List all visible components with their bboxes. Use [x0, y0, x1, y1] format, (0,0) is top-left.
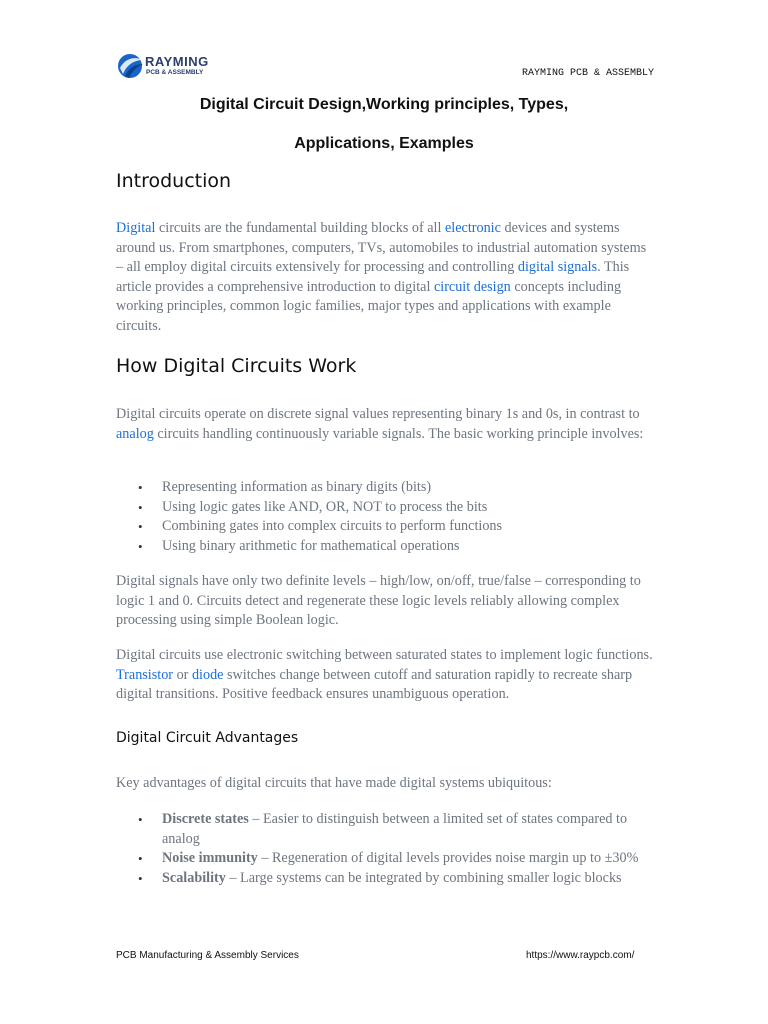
advantages-list	[116, 810, 656, 888]
link-digital-signals[interactable]: digital signals	[517, 259, 598, 275]
how-p3-text-3: switches change between cutoff and saturation rapidly to recreate sharp digital transitions. Positive feedback ensures unambiguous operation.	[116, 666, 633, 702]
introduction-heading: Introduction	[116, 170, 232, 192]
advantage-term: Discrete states	[162, 811, 249, 827]
working-principles-list	[116, 478, 656, 556]
advantage-term: Scalability	[162, 869, 226, 886]
how-p3-text-2: or	[173, 666, 192, 683]
list-item: • Using logic gates like AND, OR, NOT to process the bits	[116, 498, 656, 518]
link-analog[interactable]: analog	[116, 425, 154, 442]
logo-brand-text: RAYMING	[145, 54, 209, 69]
how-paragraph-3	[116, 646, 656, 705]
introduction-paragraph	[116, 219, 656, 336]
advantage-text: – Easier to distinguish between a limited set of states compared to analog	[162, 811, 628, 847]
logo-globe-icon	[117, 52, 145, 80]
logo-sub-text: PCB & ASSEMBLY	[146, 69, 204, 76]
how-digital-circuits-work-heading: How Digital Circuits Work	[116, 355, 357, 377]
intro-text-4: concepts including working principles, common logic families, major types and applications with example circuits.	[116, 278, 622, 334]
list-item: • Combining gates into complex circuits to perform functions	[116, 517, 656, 537]
company-logo	[117, 52, 227, 82]
intro-text-2: devices and systems around us. From smartphones, computers, TVs, automobiles to industrial automation systems – all employ digital circuits extensively for processing and controlling	[116, 220, 647, 275]
list-item	[116, 810, 656, 849]
page-title-line-1: Digital Circuit Design,Working principles, Types,	[199, 96, 569, 113]
intro-text-3: . This article provides a comprehensive introduction to digital	[116, 259, 630, 295]
page-title-line-2: Applications, Examples	[294, 135, 474, 152]
link-transistor[interactable]: Transistor	[116, 666, 174, 683]
footer-services: PCB Manufacturing & Assembly Services	[116, 950, 299, 961]
advantages-intro: Key advantages of digital circuits that have made digital systems ubiquitous:	[116, 775, 552, 791]
how-text-2: circuits handling continuously variable signals. The basic working principle involves:	[153, 425, 644, 442]
how-text-1: Digital circuits operate on discrete signal values representing binary 1s and 0s, in contrast to	[116, 406, 640, 422]
list-item	[116, 849, 656, 869]
digital-circuit-advantages-heading: Digital Circuit Advantages	[116, 730, 299, 746]
how-p3-text-1: Digital circuits use electronic switching between saturated states to implement logic functions.	[116, 647, 653, 663]
link-diode[interactable]: diode	[191, 666, 224, 683]
list-item	[116, 869, 656, 889]
footer-website-link[interactable]: https://www.raypcb.com/	[526, 950, 635, 961]
list-item: • Representing information as binary digits (bits)	[116, 478, 656, 498]
link-circuit-design[interactable]: circuit design	[433, 278, 511, 295]
link-electronic[interactable]: electronic	[444, 220, 501, 236]
link-digital[interactable]: Digital	[116, 220, 156, 236]
advantage-text: – Regeneration of digital levels provides noise margin up to ±30%	[257, 850, 639, 866]
advantage-term: Noise immunity	[162, 850, 258, 866]
how-paragraph-1	[116, 405, 656, 444]
header-company-name: RAYMING PCB & ASSEMBLY	[522, 68, 655, 79]
advantage-text: – Large systems can be integrated by combining smaller logic blocks	[225, 869, 622, 886]
list-item: • Using binary arithmetic for mathematical operations	[116, 537, 656, 557]
how-paragraph-2: Digital signals have only two definite levels – high/low, on/off, true/false – corresponding to logic 1 and 0. Circuits detect and regenerate these logic levels reliably allowing complex processing using simple Boolean logic.	[116, 573, 641, 628]
intro-text-1: circuits are the fundamental building blocks of all	[155, 220, 445, 236]
